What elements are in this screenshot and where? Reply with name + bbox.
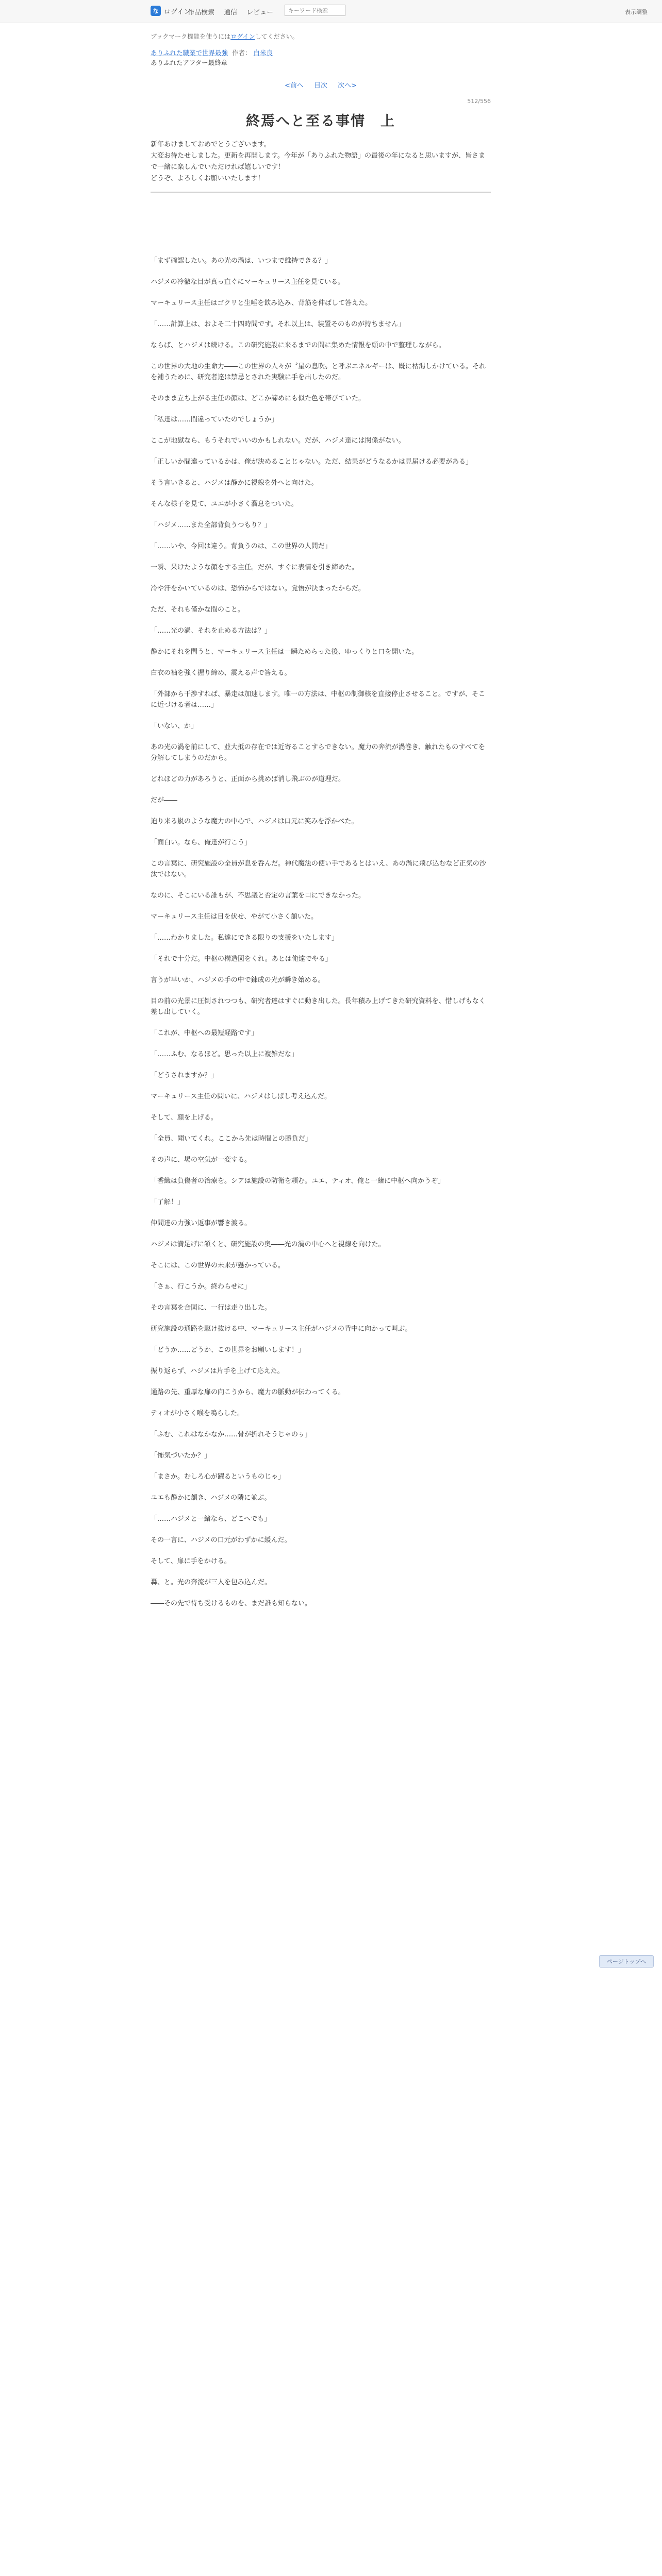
story-paragraph: ――その先で待ち受けるものを、まだ誰も知らない。	[151, 1600, 312, 1608]
story-paragraph: ならば、とハジメは続ける。この研究施設に来るまでの間に集めた情報を頭の中で整理しながら。	[151, 342, 445, 350]
story-paragraph: この世界の大地の生命力――この世界の人々が〝星の息吹〟と呼ぶエネルギーは、既に枯渇しかけている。それを補うために、研究者達は禁忌とされた実験に手を出したのだ。	[151, 363, 486, 382]
story-paragraph: 「ふむ、これはなかなか……骨が折れそうじゃのぅ」	[151, 1431, 311, 1439]
story-paragraph: 「香織は負傷者の治療を。シアは施設の防衛を頼む。ユエ、ティオ、俺と一緒に中枢へ向かうぞ」	[151, 1177, 445, 1185]
series-title-link[interactable]: ありふれた職業で世界最強	[151, 49, 228, 57]
prev-episode-link[interactable]: <前へ	[284, 82, 304, 90]
login-link[interactable]	[151, 5, 190, 16]
story-paragraph: そして、顔を上げる。	[151, 1114, 218, 1122]
story-paragraph: 仲間達の力強い返事が響き渡る。	[151, 1219, 252, 1228]
story-paragraph: その一言に、ハジメの口元がわずかに緩んだ。	[151, 1536, 291, 1545]
story-paragraph: あの光の渦を前にして、並大抵の存在では近寄ることすらできない。魔力の奔流が渦巻き、触れたものすべてを分解してしまうのだから。	[151, 743, 485, 762]
story-paragraph: この言葉に、研究施設の全員が息を呑んだ。神代魔法の使い手であるとはいえ、あの渦に飛び込むなど正気の沙汰ではない。	[151, 860, 486, 879]
story-paragraph: マーキュリース主任の問いに、ハジメはしばし考え込んだ。	[151, 1093, 331, 1101]
nav-item-search[interactable]: 作品検索	[188, 9, 215, 16]
page-top-button[interactable]: ページトップへ	[599, 1955, 654, 1968]
next-episode-link[interactable]: 次へ>	[338, 82, 357, 90]
notice-login-link[interactable]: ログイン	[230, 33, 255, 40]
site-logo-icon: な	[151, 6, 161, 16]
story-paragraph: 「……わかりました。私達にできる限りの支援をいたします」	[151, 934, 339, 942]
story-paragraph: 「……いや、今回は違う。背負うのは、この世界の人間だ」	[151, 543, 332, 551]
story-paragraph: 「これが、中枢への最短経路です」	[151, 1029, 258, 1038]
story-paragraph: マーキュリース主任はゴクリと生唾を飲み込み、背筋を伸ばして答えた。	[151, 299, 372, 308]
story-paragraph: 振り返らず、ハジメは片手を上げて応えた。	[151, 1367, 284, 1376]
story-paragraph: 「……光の渦、それを止める方法は？」	[151, 627, 272, 635]
story-paragraph: 「ハジメ……また全部背負うつもり？」	[151, 521, 271, 530]
story-paragraph: 「……ハジメと一緒なら、どこへでも」	[151, 1515, 271, 1523]
nav-item-news[interactable]: 通信	[224, 9, 238, 16]
main-nav	[188, 7, 273, 16]
story-paragraph: そのまま立ち上がる主任の顔は、どこか諦めにも似た色を帯びていた。	[151, 395, 366, 403]
story-paragraph: そう言いきると、ハジメは静かに視線を外へと向けた。	[151, 479, 318, 487]
story-paragraph: その言葉を合図に、一行は走り出した。	[151, 1304, 272, 1312]
story-paragraph: 「どうか……どうか、この世界をお願いします！」	[151, 1346, 305, 1354]
story-body	[151, 256, 491, 1609]
story-paragraph: 「面白い。なら、俺達が行こう」	[151, 839, 252, 847]
story-paragraph: そんな様子を見て、ユエが小さく溜息をついた。	[151, 500, 298, 509]
chapter-title: 終焉へと至る事情 上	[246, 113, 395, 129]
story-paragraph: ハジメの冷徹な目が真っ直ぐにマーキュリース主任を見ている。	[151, 278, 344, 286]
breadcrumb-line-1	[151, 48, 491, 58]
breadcrumb	[151, 48, 491, 67]
story-paragraph: 「いない、か」	[151, 722, 198, 731]
story-paragraph: ユエも静かに頷き、ハジメの隣に並ぶ。	[151, 1494, 271, 1502]
story-paragraph: 「まず確認したい。あの光の渦は、いつまで維持できる？」	[151, 257, 332, 265]
preface-line: 大変お待たせしました。更新を再開します。今年が「ありふれた物語」の最後の年になると思いますが、皆さまで一緒に楽しんでいただければ嬉しいです！	[151, 152, 485, 172]
login-label: ログイン	[164, 8, 191, 16]
story-paragraph: 「全員、聞いてくれ。ここから先は時間との勝負だ」	[151, 1135, 312, 1143]
story-paragraph: 「怖気づいたか？」	[151, 1452, 211, 1460]
story-paragraph: 「……ふむ、なるほど。思った以上に複雑だな」	[151, 1050, 299, 1059]
story-paragraph: 「正しいか間違っているかは、俺が決めることじゃない。ただ、結果がどうなるかは見届ける必要がある」	[151, 458, 473, 466]
story-paragraph: 通路の先、重厚な扉の向こうから、魔力の脈動が伝わってくる。	[151, 1388, 345, 1397]
nav-item-review[interactable]: レビュー	[246, 9, 274, 16]
story-paragraph: その声に、場の空気が一変する。	[151, 1156, 252, 1164]
display-settings-link[interactable]: 表示調整	[625, 9, 648, 15]
story-paragraph: 白衣の袖を強く握り締め、震える声で答える。	[151, 669, 291, 677]
story-paragraph: 目の前の光景に圧倒されつつも、研究者達はすぐに動き出した。長年積み上げてきた研究資料を、惜しげもなく差し出していく。	[151, 997, 486, 1016]
story-paragraph: 「さぁ、行こうか。終わらせに」	[151, 1283, 251, 1291]
keyword-search-input[interactable]	[285, 5, 345, 16]
toc-link[interactable]: 目次	[313, 82, 327, 90]
story-paragraph: マーキュリース主任は目を伏せ、やがて小さく頷いた。	[151, 913, 318, 921]
story-paragraph: なのに、そこにいる誰もが、不思議と否定の言葉を口にできなかった。	[151, 892, 366, 900]
story-paragraph: 冷や汗をかいているのは、恐怖からではない。覚悟が決まったからだ。	[151, 585, 365, 593]
chapter-group-title: ありふれたアフター最終章	[151, 59, 228, 66]
preface-line: 新年あけましておめでとうございます。	[151, 141, 271, 149]
bookmark-notice	[151, 32, 491, 41]
preface-line: どうぞ、よろしくお願いいたします！	[151, 175, 264, 183]
episode-pager-top	[151, 80, 491, 90]
story-paragraph: 静かにそれを問うと、マーキュリース主任は一瞬ためらった後、ゆっくりと口を開いた。	[151, 648, 419, 656]
story-paragraph: ハジメは満足げに頷くと、研究施設の奥――光の渦の中心へと視線を向けた。	[151, 1241, 385, 1249]
story-paragraph: ここが地獄なら、もうそれでいいのかもしれない。だが、ハジメ達には関係がない。	[151, 437, 405, 445]
story-paragraph: 研究施設の通路を駆け抜ける中、マーキュリース主任がハジメの背中に向かって叫ぶ。	[151, 1325, 412, 1333]
story-paragraph: 「私達は……間違っていたのでしょうか」	[151, 416, 278, 424]
story-paragraph: だが――	[151, 796, 178, 805]
preface-divider	[151, 192, 491, 193]
story-paragraph: そこには、この世界の未来が懸かっている。	[151, 1262, 285, 1270]
notice-text-before: ブックマーク機能を使うには	[151, 33, 231, 40]
story-paragraph: 「それで十分だ。中枢の構造図をくれ。あとは俺達でやる」	[151, 955, 332, 963]
story-paragraph: 迫り来る嵐のような魔力の中心で、ハジメは口元に笑みを浮かべた。	[151, 818, 358, 826]
story-paragraph: ティオが小さく喉を鳴らした。	[151, 1410, 244, 1418]
notice-text-after: してください。	[255, 33, 299, 40]
main-content	[151, 23, 491, 1619]
top-bar	[0, 0, 662, 23]
story-paragraph: 「……計算上は、およそ二十四時間です。それ以上は、装置そのものが持ちません」	[151, 320, 405, 329]
story-paragraph: ただ、それも僅かな間のこと。	[151, 606, 245, 614]
author-link[interactable]: 白米良	[253, 49, 273, 57]
story-paragraph: どれほどの力があろうと、正面から挑めば消し飛ぶのが道理だ。	[151, 775, 345, 784]
author-label: 作者：	[232, 49, 252, 57]
story-paragraph: 言うが早いか、ハジメの手の中で錬成の光が瞬き始める。	[151, 976, 325, 985]
story-paragraph: 「どうされますか？」	[151, 1072, 218, 1080]
author-preface	[151, 139, 491, 184]
story-paragraph: 一瞬、呆けたような顔をする主任。だが、すぐに表情を引き締めた。	[151, 564, 359, 572]
story-paragraph: 「了解！」	[151, 1198, 185, 1207]
episode-counter: 512/556	[467, 98, 491, 105]
story-paragraph: 轟、と。光の奔流が三人を包み込んだ。	[151, 1579, 272, 1587]
story-paragraph: 「まさか。むしろ心が躍るというものじゃ」	[151, 1473, 285, 1481]
story-paragraph: そして、扉に手をかける。	[151, 1557, 231, 1566]
story-paragraph: 「外部から干渉すれば、暴走は加速します。唯一の方法は、中枢の制御核を直接停止させること。ですが、そこに近づける者は……」	[151, 690, 485, 709]
